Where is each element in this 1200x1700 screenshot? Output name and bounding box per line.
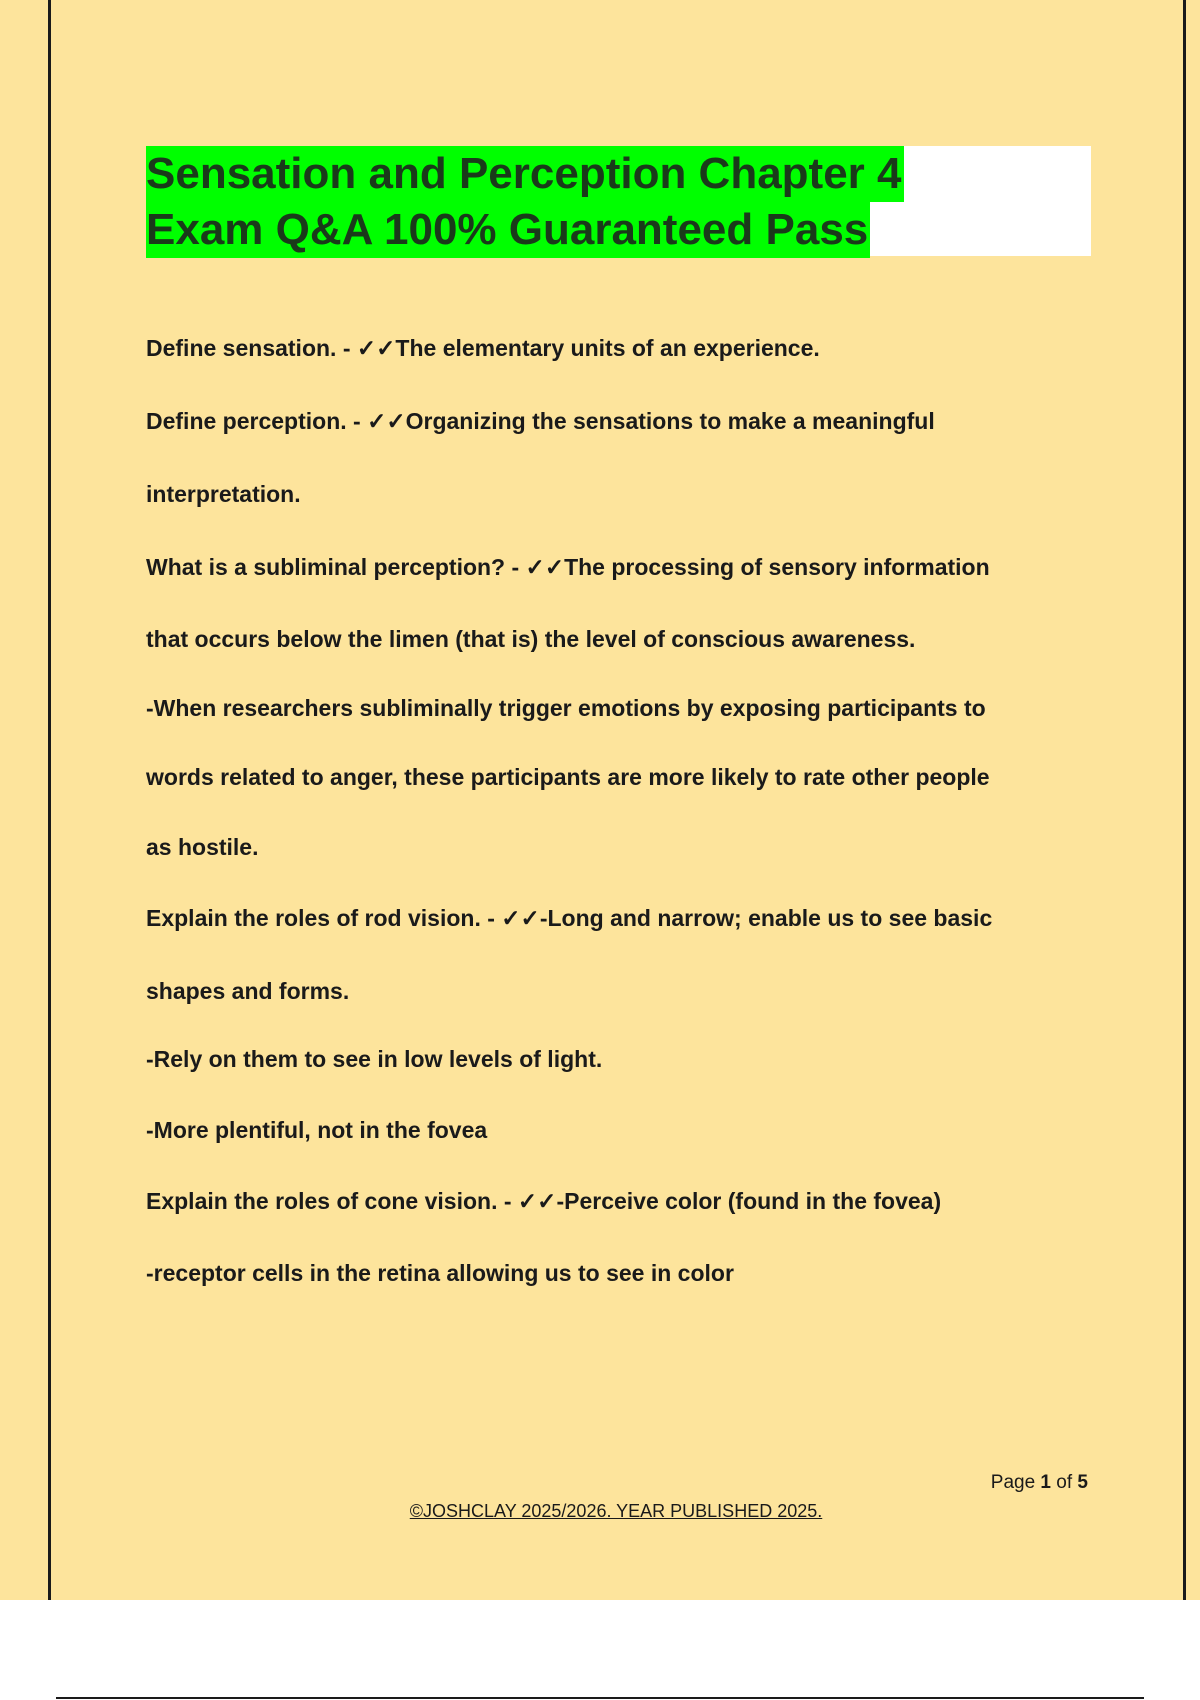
qa-line: as hostile. bbox=[146, 834, 259, 860]
right-border-line bbox=[1183, 0, 1186, 1600]
qa-line: shapes and forms. bbox=[146, 978, 350, 1004]
qa-line: -When researchers subliminally trigger emotions by exposing participants to bbox=[146, 695, 986, 721]
qa-line: -More plentiful, not in the fovea bbox=[146, 1117, 488, 1143]
qa-line: that occurs below the limen (that is) the level of conscious awareness. bbox=[146, 626, 916, 652]
qa-line: -receptor cells in the retina allowing us to see in color bbox=[146, 1260, 734, 1286]
copyright-footer: ©JOSHCLAY 2025/2026. YEAR PUBLISHED 2025. bbox=[409, 1501, 823, 1521]
page-number bbox=[991, 1472, 1088, 1494]
qa-line: What is a subliminal perception? - ✓✓The processing of sensory information bbox=[146, 554, 990, 580]
page-label: Page bbox=[990, 1472, 1036, 1493]
qa-line: interpretation. bbox=[146, 481, 301, 507]
document-title-line-2: Exam Q&A 100% Guaranteed Pass bbox=[146, 202, 870, 258]
page-total: 5 bbox=[1077, 1472, 1088, 1493]
qa-line: Explain the roles of rod vision. - ✓✓-Long and narrow; enable us to see basic bbox=[146, 905, 993, 931]
qa-line: Define sensation. - ✓✓The elementary units of an experience. bbox=[146, 335, 820, 361]
page-of: of bbox=[1056, 1472, 1073, 1493]
document-title-line-1: Sensation and Perception Chapter 4 bbox=[146, 146, 904, 202]
qa-line: Define perception. - ✓✓Organizing the sensations to make a meaningful bbox=[146, 408, 935, 434]
left-border-line bbox=[48, 0, 51, 1600]
qa-line: Explain the roles of cone vision. - ✓✓-Perceive color (found in the fovea) bbox=[146, 1188, 942, 1214]
qa-line: words related to anger, these participants are more likely to rate other people bbox=[146, 764, 990, 790]
page-current: 1 bbox=[1040, 1472, 1051, 1493]
bottom-divider bbox=[56, 1697, 1144, 1699]
qa-line: -Rely on them to see in low levels of light. bbox=[146, 1046, 603, 1072]
